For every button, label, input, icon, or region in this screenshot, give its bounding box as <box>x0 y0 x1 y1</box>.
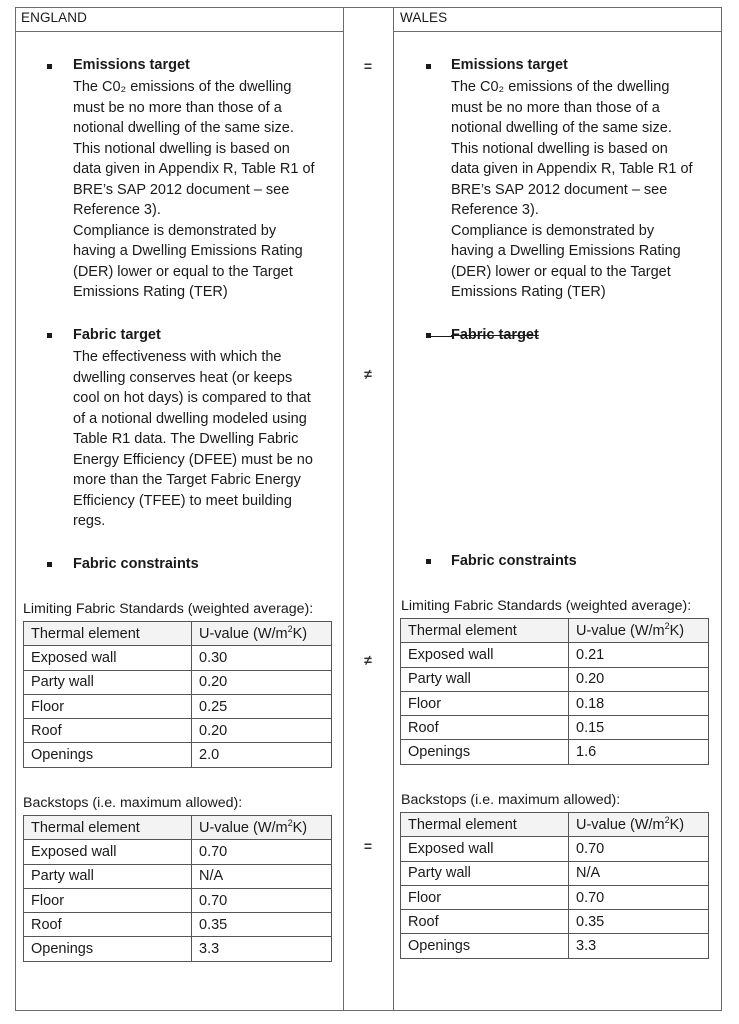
wales-fabric-target-title-struck: Fabric target <box>451 327 539 343</box>
column-header-england: ENGLAND <box>21 10 87 25</box>
bullet-icon <box>47 333 52 338</box>
table-row: Exposed wall 0.70 <box>24 840 332 864</box>
table-row: Party wall 0.20 <box>24 670 332 694</box>
table-row: Floor 0.70 <box>401 885 709 909</box>
equal-symbol-backstops: = <box>363 838 373 854</box>
table-row: Exposed wall 0.30 <box>24 646 332 670</box>
table-row: Openings 3.3 <box>401 934 709 958</box>
table-row: Roof 0.15 <box>401 716 709 740</box>
wales-emissions-target-text: The C0₂ emissions of the dwelling must be no more than those of a notional dwelling of the same size. This notional dwelling is based on data given in Appendix R, Table R1 of BRE’s SAP 2012 document – see Reference 3). Compliance is demonstrated by having a Dwelling Emissions Rating (DER) lower or equal to the Target Emissions Rating (TER) <box>451 79 693 300</box>
equal-symbol-emissions: = <box>363 58 373 74</box>
england-limiting-caption: Limiting Fabric Standards (weighted average): <box>23 601 314 617</box>
table-row: Floor 0.70 <box>24 888 332 912</box>
wales-fabric-constraints-title: Fabric constraints <box>451 553 577 569</box>
wales-limiting-caption: Limiting Fabric Standards (weighted average): <box>401 598 692 614</box>
not-equal-symbol-fabric-target: ≠ <box>364 366 372 382</box>
table-row: Openings 1.6 <box>401 740 709 764</box>
table-row: Party wall 0.20 <box>401 667 709 691</box>
table-header-row: Thermal element U-value $(W/m^2K)$ <box>24 816 332 840</box>
column-divider-left <box>343 7 344 1011</box>
table-row: Floor 0.18 <box>401 691 709 715</box>
table-header-row: Thermal element U-value $(W/m^2K)$ <box>24 622 332 646</box>
table-row: Openings 2.0 <box>24 743 332 767</box>
wales-limiting-table <box>400 618 709 765</box>
wales-backstops-table <box>400 812 709 959</box>
england-fabric-target-title: Fabric target <box>73 327 161 343</box>
england-limiting-table <box>23 621 332 768</box>
header-rule-wales <box>393 31 722 32</box>
table-row: Party wall N/A <box>24 864 332 888</box>
bullet-icon <box>47 562 52 567</box>
england-emissions-target-text: The C0₂ emissions of the dwelling must be no more than those of a notional dwelling of the same size. This notional dwelling is based on data given in Appendix R, Table R1 of BRE’s SAP 2012 document – see Reference 3). Compliance is demonstrated by having a Dwelling Emissions Rating (DER) lower or equal to the Target Emissions Rating (TER) <box>73 79 315 300</box>
table-row: Roof 0.20 <box>24 719 332 743</box>
wales-backstops-caption: Backstops (i.e. maximum allowed): <box>401 792 621 808</box>
column-divider-right <box>393 7 394 1011</box>
england-fabric-target-text: The effectiveness with which the dwelling conserves heat (or keeps cool on hot days) is compared to that of a notional dwelling modeled using Table R1 data. The Dwelling Fabric Energy Efficiency (DFEE) must be no more than the Target Fabric Energy Efficiency (TFEE) to meet building regs. <box>73 349 313 529</box>
bullet-icon <box>47 64 52 69</box>
bullet-icon <box>426 559 431 564</box>
table-header-row: Thermal element U-value $(W/m^2K)$ <box>401 619 709 643</box>
table-row: Floor 0.25 <box>24 694 332 718</box>
table-row: Openings 3.3 <box>24 937 332 961</box>
england-backstops-table <box>23 815 332 962</box>
wales-emissions-target-title: Emissions target <box>451 57 568 73</box>
england-fabric-constraints-title: Fabric constraints <box>73 556 199 572</box>
table-row: Exposed wall 0.70 <box>401 837 709 861</box>
england-emissions-target-title: Emissions target <box>73 57 190 73</box>
table-header-row: Thermal element U-value $(W/m^2K)$ <box>401 813 709 837</box>
not-equal-symbol-limiting-standards: ≠ <box>364 652 372 668</box>
column-header-wales: WALES <box>400 10 448 25</box>
table-row: Roof 0.35 <box>24 913 332 937</box>
table-row: Party wall N/A <box>401 861 709 885</box>
strikethrough-line <box>428 336 452 337</box>
table-row: Exposed wall 0.21 <box>401 643 709 667</box>
bullet-icon <box>426 64 431 69</box>
england-backstops-caption: Backstops (i.e. maximum allowed): <box>23 795 243 811</box>
header-rule-england <box>15 31 343 32</box>
table-row: Roof 0.35 <box>401 910 709 934</box>
